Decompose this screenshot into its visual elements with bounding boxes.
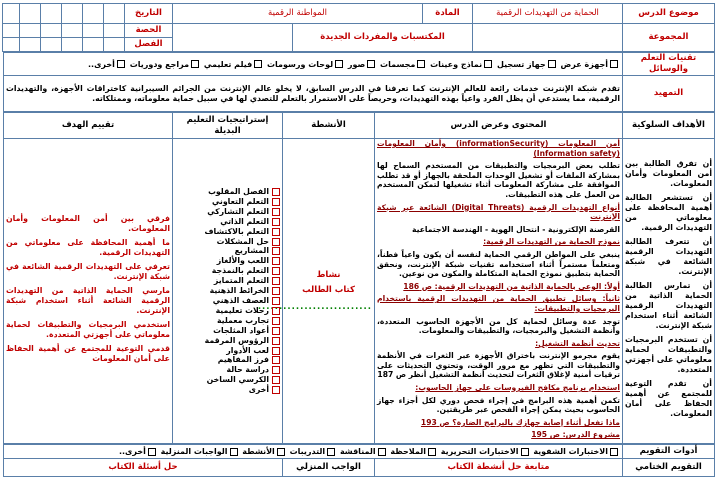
- content-heading: استخدام برنامج مكافح الفيروسات على جهاز الحاسوب:: [415, 383, 620, 393]
- strategy-item: التعلم بالاكتشاف: [204, 226, 269, 236]
- content-heading: تحديث أنظمة التشغيل:: [535, 338, 620, 348]
- checkbox[interactable]: [272, 356, 280, 364]
- checkbox[interactable]: [272, 238, 280, 246]
- checkbox[interactable]: [327, 448, 335, 456]
- strategies-cell: [173, 139, 283, 444]
- checkbox[interactable]: [272, 347, 280, 355]
- col-content: المحتوى وعرض الدرس: [375, 113, 623, 139]
- strategy-item: فرز المفاهيم: [217, 355, 269, 365]
- checkbox[interactable]: [272, 228, 280, 236]
- goals-cell: [623, 139, 715, 444]
- strategy-item: التعلم المتمايز: [213, 276, 269, 286]
- activity-book: كتاب الطالب: [302, 284, 355, 295]
- checkbox[interactable]: [148, 448, 156, 456]
- strategy-item: التعلم بالنمذجة: [211, 266, 269, 276]
- checkbox[interactable]: [484, 60, 492, 68]
- checkbox[interactable]: [335, 60, 343, 68]
- activity-title: نشاط: [316, 269, 341, 280]
- assessment-item: الاختبارات التحريرية: [440, 447, 519, 457]
- assessment-label: أدوات التقويم: [623, 445, 715, 459]
- lesson-plan: [3, 3, 715, 473]
- goal-item: أن تستشعر الطالبة أهمية المحافظة على معلوماتي من التهديدات الرقمية.: [625, 193, 712, 233]
- checkbox[interactable]: [272, 218, 280, 226]
- goal-item: أن تتعرف الطالبة التهديدات الرقمية الشائعة في شبكة الإنترنت.: [625, 237, 712, 277]
- tool-item: جهاز تسجيل: [496, 59, 546, 69]
- strategy-item: أخرى: [248, 385, 269, 395]
- col-strategies: إستراتيجيات التعليم البديلة: [173, 113, 283, 139]
- strategy-item: تجارب معملية: [216, 315, 269, 325]
- tools-list: [4, 53, 623, 76]
- content-paragraph: تطلب بعض البرمجيات والتطبيقات من المستخدم السماح لها بمشاركة الملفات أو تشغيل الوحدات الملحقة بالجهاز أو قد تطلب الموافقة على مشاركة المعلومات أثناء تشغيلها لتمكن المستخدم من العمل على هذه التطبيقات.: [377, 161, 620, 199]
- checkbox[interactable]: [272, 198, 280, 206]
- material-value: المواطنة الرقمية: [172, 4, 422, 24]
- intro-label: التمهيد: [623, 76, 715, 112]
- tools-label: تقنيات التعلم والوسائل: [623, 53, 715, 76]
- checkbox[interactable]: [272, 386, 280, 394]
- content-paragraph: تكمن أهمية هذه البرامج في إجراء فحص دوري لكل أجزاء جهاز الحاسوب بحيث يمكن إجراء الفحص عبر طريقتين.: [377, 395, 620, 415]
- checkbox[interactable]: [272, 208, 280, 216]
- content-cell: [375, 139, 623, 444]
- content-paragraph: القرصنة الإلكترونية - انتحال الهوية - الهندسة الاجتماعية: [412, 224, 620, 234]
- activity-dots: ...........................: [257, 301, 372, 312]
- assessment-item: الاختبارات الشفوية: [533, 447, 608, 457]
- content-paragraph: توجد عدة وسائل لحماية كل من الأجهزة الحاسوب المتعددة، وأنظمة التشغيل والبرمجيات، والتطبيقات والمعلومات.: [377, 316, 620, 336]
- goal-item: أن تستخدم البرمجيات والتطبيقات لحماية معلوماتي على أجهزتي المتعددة.: [625, 335, 712, 375]
- checkbox[interactable]: [521, 448, 529, 456]
- col-evaluation: تقييم الهدف: [4, 113, 173, 139]
- assessment-item: أخرى..: [118, 447, 146, 457]
- checkbox[interactable]: [272, 297, 280, 305]
- checkbox[interactable]: [272, 188, 280, 196]
- evaluation-item: قدمي التوعية للمجتمع عن أهمية الحفاظ على أمان المعلومات: [6, 344, 170, 364]
- checkbox[interactable]: [272, 287, 280, 295]
- content-paragraph: يقوم مجرمو الإنترنت باختراق الأجهزة عبر الثغرات في الأنظمة والتطبيقات التي تظهر مع مرور الوقت، وتحتوي التحديثات على ترقيات أمنية لإغلاق الثغرات لتحديث أنظمة التشغيل أنظر ص 187: [377, 351, 620, 380]
- checkbox[interactable]: [277, 448, 285, 456]
- header-table: [2, 3, 715, 52]
- strategy-item: اللعب والألغاز: [216, 256, 269, 266]
- evaluation-item: مارسي الحماية الذاتية من التهديدات الرقمية الشائعة أثناء استخدام شبكة الإنترنت.: [6, 286, 170, 316]
- homework-label: الواجب المنزلي: [283, 459, 375, 477]
- checkbox[interactable]: [417, 60, 425, 68]
- assessment-item: الأنشطة: [242, 447, 275, 457]
- checkbox[interactable]: [272, 247, 280, 255]
- evaluation-item: ما أهمية المحافظة على معلوماتي من التهديدات الرقمية.: [6, 238, 170, 258]
- final-label: التقويم الختامي: [623, 459, 715, 477]
- period-label: الحصة: [124, 24, 172, 38]
- strategy-item: التعلم التشاركي: [207, 206, 269, 216]
- checkbox[interactable]: [272, 327, 280, 335]
- tools-table: [3, 52, 715, 112]
- tool-item: لوحات ورسومات: [267, 59, 334, 69]
- checkbox[interactable]: [191, 60, 199, 68]
- date-label: التاريخ: [124, 4, 172, 24]
- checkbox[interactable]: [272, 307, 280, 315]
- assessment-item: الواجبات المنزلية: [160, 447, 228, 457]
- strategy-item: العصف الذهني: [212, 295, 269, 305]
- content-heading: ثانياً: وسائل تطبيق الحماية من التهديدات الرقمية باستخدام البرمجيات والتطبيقات:: [377, 294, 620, 313]
- checkbox[interactable]: [117, 60, 125, 68]
- subject-label: موضوع الدرس: [623, 4, 715, 24]
- checkbox[interactable]: [272, 267, 280, 275]
- col-goals: الأهداف السلوكية: [623, 113, 715, 139]
- content-heading: نموذج الحماية من التهديدات الرقمية:: [483, 237, 620, 247]
- assessment-table: [3, 444, 715, 477]
- tool-item: فيلم تعليمي: [203, 59, 253, 69]
- content-heading: مشروع الدرس: ص 195: [531, 430, 620, 440]
- checkbox[interactable]: [230, 448, 238, 456]
- main-table: [3, 112, 715, 444]
- strategy-item: التعلم التعاوني: [212, 196, 269, 206]
- strategy-item: حل المشكلات: [216, 236, 269, 246]
- checkbox[interactable]: [272, 257, 280, 265]
- assessment-list: [4, 445, 623, 459]
- intro-text: تقدم شبكة الإنترنت خدمات رائعة للعالم الإنترنت كما تعرفنا في الدرس السابق، لا يخلو عالم الإنترنت من الجرائم السيبرانية كاختراقات الأجهزة، والتهديدات الرقمية، مما يستدعي أن يظل الفرد واعياً بهذه التهديدات، وحريصاً على الاستمرار بالتعلم للتصدي لها في سبيل حماية معلوماته، وممتلكاته.: [4, 76, 623, 112]
- strategy-item: الرؤوس المرقمة: [204, 335, 269, 345]
- goal-item: أن تفرق الطالبة بين أمن المعلومات وأمان المعلومات.: [625, 159, 712, 189]
- strategy-item: دراسة حالة: [226, 365, 269, 375]
- checkbox[interactable]: [272, 317, 280, 325]
- checkbox[interactable]: [272, 366, 280, 374]
- content-heading: ماذا تفعل أثناء إصابة جهازك بالبرامج الضارة؟ ص 193: [420, 417, 620, 427]
- assessment-item: المناقشة: [339, 447, 376, 457]
- strategy-item: رحلات تعليمية: [215, 305, 269, 315]
- tool-item: أجهزة عرض: [560, 59, 608, 69]
- content-heading: أمن المعلومات (informationSecurity) وأمان المعلومات (Information safety): [377, 139, 620, 158]
- checkbox[interactable]: [548, 60, 556, 68]
- material-label: المادة: [423, 4, 473, 24]
- strategy-item: الخرائط الذهنية: [209, 286, 269, 296]
- tool-item: نماذج وعينات: [430, 59, 483, 69]
- goal-item: أن تقدم التوعية للمجتمع عن أهمية الحفاظ على أمان المعلومات.: [625, 379, 712, 419]
- group-label: المجموعة: [623, 24, 715, 52]
- checkbox[interactable]: [610, 60, 618, 68]
- tool-item: صور: [347, 59, 366, 69]
- content-heading: أولاً: الوعي بالحماية الذاتية من التهديدات الرقمية: ص 186: [403, 281, 620, 291]
- gains-label: المكتسبات والمفردات الجديدة: [293, 24, 473, 52]
- evaluation-cell: [4, 139, 173, 444]
- strategy-item: المشاريع: [234, 246, 269, 256]
- strategy-item: لعب الأدوار: [226, 345, 269, 355]
- strategy-item: أعواد المثلجات: [213, 325, 269, 335]
- subject-value: الحماية من التهديدات الرقمية: [473, 4, 623, 24]
- strategy-item: الفصل المقلوب: [208, 187, 269, 196]
- tool-item: مراجع ودوريات: [129, 59, 190, 69]
- col-activities: الأنشطة: [283, 113, 375, 139]
- evaluation-item: فرقي بين أمن المعلومات وأمان المعلومات.: [6, 214, 170, 234]
- checkbox[interactable]: [272, 277, 280, 285]
- checkbox[interactable]: [378, 448, 386, 456]
- tool-item: أخرى..: [87, 59, 115, 69]
- assessment-item: التدريبات: [289, 447, 326, 457]
- checkbox[interactable]: [272, 376, 280, 384]
- checkbox[interactable]: [254, 60, 262, 68]
- content-heading: أنواع التهديدات الرقمية (Digital Threats) الشائعة عبر شبكة الإنترنت: [377, 202, 620, 222]
- strategy-item: الكرسي الساخن: [206, 375, 269, 385]
- final-value: متابعة حل أنشطة الكتاب: [375, 459, 623, 477]
- homework-value: حل أسئلة الكتاب: [4, 459, 283, 477]
- evaluation-item: تعرفي على التهديدات الرقمية الشائعة في شبكة الإنترنت.: [6, 262, 170, 282]
- checkbox[interactable]: [272, 337, 280, 345]
- goal-item: أن تمارس الطالبة الحماية الذاتية من التهديدات الرقمية الشائعة أثناء استخدام شبكة الإنترنت.: [625, 281, 712, 331]
- checkbox[interactable]: [367, 60, 375, 68]
- assessment-item: الملاحظة: [390, 447, 426, 457]
- evaluation-item: استخدمي البرمجيات والتطبيقات لحماية معلوماتي على أجهزتي المتعددة.: [6, 320, 170, 340]
- strategy-item: التعلم الذاتي: [220, 216, 269, 226]
- content-paragraph: ينبغي على المواطن الرقمي الحماية لنفسه أن يكون واعياً فطناً، ومتعلماً مستمراً أثناء استخدامه تقنيات شبكة الإنترنت، ونحقق الحماية بتطبيق نموذج الحماية المتكاملة والمكون من نوعين.: [377, 249, 620, 279]
- checkbox[interactable]: [610, 448, 618, 456]
- checkbox[interactable]: [428, 448, 436, 456]
- tool-item: مجسمات: [380, 59, 416, 69]
- class-label: الفصل: [124, 38, 172, 52]
